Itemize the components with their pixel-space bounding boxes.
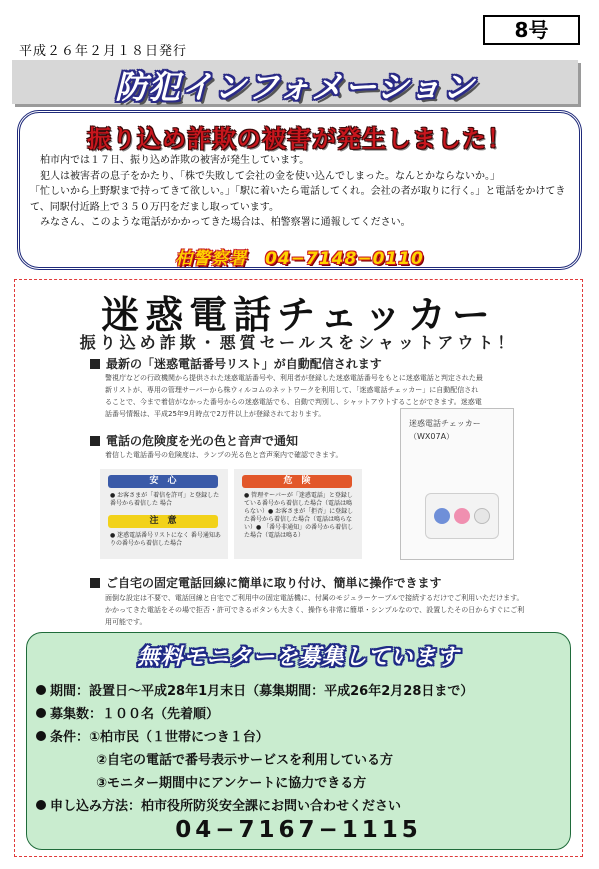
alert-paragraph: みなさん、このような電話がかかってきた場合は、柏警察署に通報してください。 bbox=[40, 217, 411, 228]
monitor-count: 募集数：１００名（先着順） bbox=[36, 703, 219, 722]
device-model: （WX07A） bbox=[409, 432, 455, 441]
feature-heading: 電話の危険度を光の色と音声で通知 bbox=[90, 432, 298, 449]
bullet-icon bbox=[36, 685, 46, 695]
alert-paragraph: 「忙しいから上野駅まで持ってきて欲しい。」「駅に着いたら電話してくれ。会社の者が取りに行く。」と電話をかけてきて、同駅付近路上で３５０万円をだまし取っています。 bbox=[30, 186, 566, 213]
square-bullet-icon bbox=[90, 578, 100, 588]
monitor-condition: ③モニター期間中にアンケートに協力できる方 bbox=[96, 776, 367, 791]
level-danger-text: ● 管理サーバーが「迷惑電話」と登録している番号から着信した場合（電話は鳴らない）● お客さまが「拒否」に登録した番号から着信した場合（電話は鳴らない）● 「番号非通知」の番号から着信した場合（電話は鳴る） bbox=[244, 492, 354, 539]
monitor-condition: 条件：①柏市民（１世帯につき１台） bbox=[36, 726, 269, 745]
bullet-icon bbox=[36, 708, 46, 718]
police-contact: 柏警察署 04−7148−0110 bbox=[175, 249, 424, 269]
device-label bbox=[409, 417, 481, 443]
feature-body: 警視庁などの行政機関から提供された迷惑電話番号や、利用者が登録した迷惑電話番号をもとに迷惑電話と判定された最新リストが、専用の管理サーバーから株ウィルコムのネットワークを利用して、「迷惑電話チェッカー」に自動配信されることで、今まで着信がなかった番号からの迷惑電話でも、自動で判別し、シャットアウトすることができます。迷惑電話番号情報は、平成25年9月時点で2万件以上が登録されております。 bbox=[105, 374, 483, 418]
alert-paragraph: 犯人は被害者の息子をかたり、「株で失敗して会社の金を使い込んでしまった。なんとかならないか。」 bbox=[40, 170, 500, 182]
device-lamp-icon bbox=[474, 508, 490, 524]
monitor-condition: ②自宅の電話で番号表示サービスを利用している方 bbox=[96, 753, 394, 768]
device-image bbox=[400, 408, 514, 560]
level-panel-safe-caution bbox=[100, 469, 228, 559]
bullet-icon bbox=[36, 731, 46, 741]
square-bullet-icon bbox=[90, 436, 100, 446]
title-banner bbox=[12, 60, 578, 104]
device-blue-button-icon bbox=[434, 508, 450, 524]
monitor-period: 期間：設置日〜平成28年1月末日（募集期間：平成26年2月28日まで） bbox=[36, 680, 473, 699]
level-caution-badge: 注 意 bbox=[108, 515, 218, 528]
product-subtitle: 振り込め詐欺・悪質セールスをシャットアウト！ bbox=[79, 333, 518, 352]
level-panel-danger bbox=[234, 469, 362, 559]
feature-body: 着信した電話番号の危険度は、ランプの光る色と音声案内で確認できます。 bbox=[105, 451, 343, 459]
monitor-title: 無料モニターを募集しています bbox=[137, 645, 460, 670]
feature-body: 面倒な設定は不要で、電話回線と自宅でご利用中の固定電話機に、付属のモジュラーケーブルで接続するだけでご利用いただけます。かかってきた電話をその場で拒否・許可できるボタンも大きく、操作も非常に簡単・シンプルなので、設置したその日からすぐにご利用可能です。 bbox=[105, 594, 525, 626]
alert-paragraph: 柏市内では１７日、振り込め詐欺の被害が発生しています。 bbox=[40, 155, 310, 166]
issue-date: 平成２６年２月１８日発行 bbox=[19, 44, 188, 59]
level-safe-text: ● お客さまが「着信を許可」と登録した番号から着信した 場合 bbox=[110, 492, 220, 507]
monitor-apply: 申し込み方法：柏市役所防災安全課にお問い合わせください bbox=[36, 795, 401, 814]
alert-title: 振り込め詐欺の被害が発生しました！ bbox=[87, 125, 512, 153]
product-title: 迷惑電話チェッカー bbox=[101, 293, 496, 337]
device-name: 迷惑電話チェッカー bbox=[409, 419, 481, 428]
feature-heading: 最新の「迷惑電話番号リスト」が自動配信されます bbox=[90, 355, 382, 372]
level-danger-badge: 危 険 bbox=[242, 475, 352, 488]
page-title: 防犯インフォメーション bbox=[114, 68, 476, 106]
square-bullet-icon bbox=[90, 359, 100, 369]
level-caution-text: ● 迷惑電話番号リストになく 番号通知ありの番号から着信した場合 bbox=[110, 532, 221, 547]
alert-body bbox=[30, 153, 571, 231]
bullet-icon bbox=[36, 800, 46, 810]
feature-heading: ご自宅の固定電話回線に簡単に取り付け、簡単に操作できます bbox=[90, 574, 442, 591]
level-safe-badge: 安 心 bbox=[108, 475, 218, 488]
monitor-phone: 04−7167−1115 bbox=[175, 817, 422, 843]
fraud-alert-box bbox=[17, 110, 582, 270]
device-unit-icon bbox=[425, 493, 499, 539]
device-pink-button-icon bbox=[454, 508, 470, 524]
issue-number: 8号 bbox=[483, 15, 580, 45]
